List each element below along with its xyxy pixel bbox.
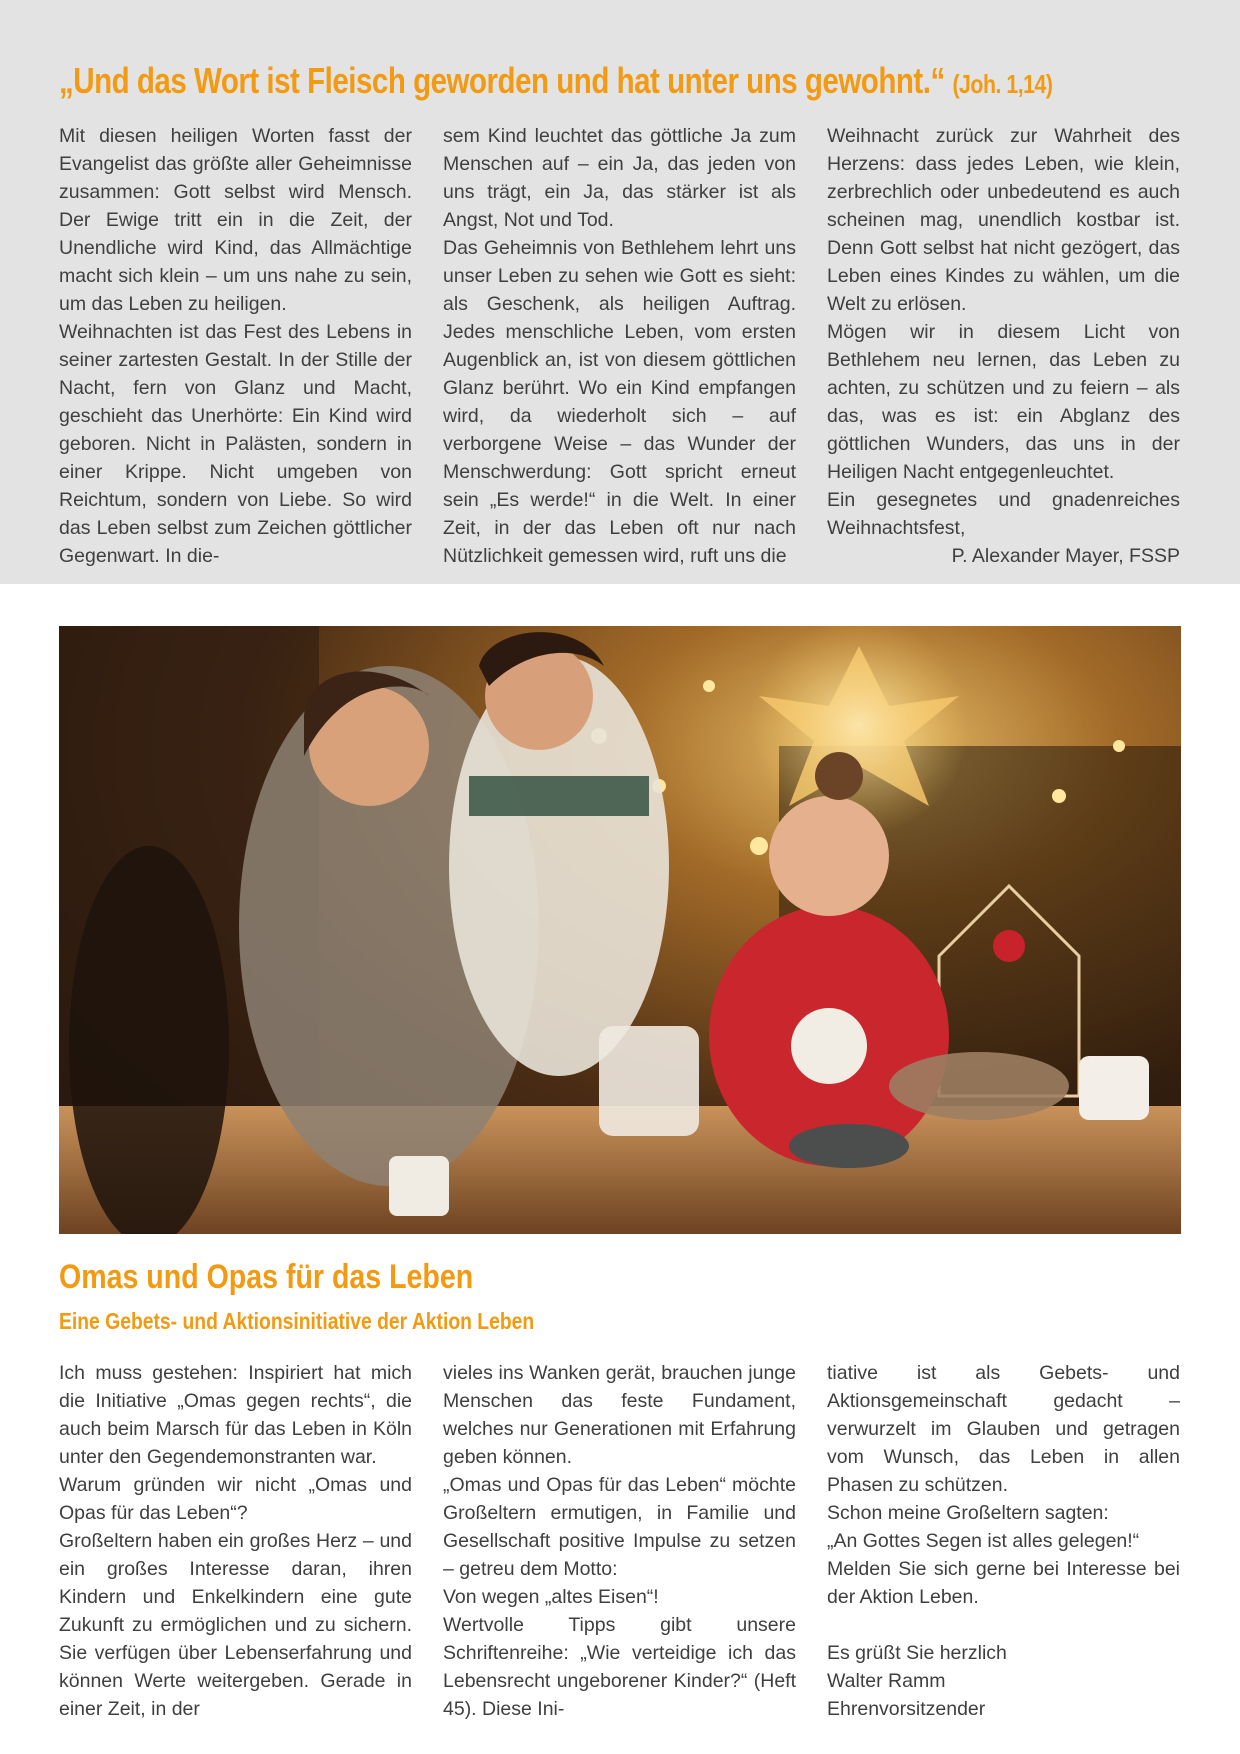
paragraph: Warum gründen wir nicht „Omas und Opas für das Leben“? bbox=[59, 1474, 412, 1524]
child-face bbox=[769, 796, 889, 916]
paragraph: Weihnachten ist das Fest des Lebens in seiner zartesten Gestalt. In der Stille der Nacht, fern von Glanz und Macht, geschieht das Unerhörte: Ein Kind wird geboren. Nicht in Palästen, sondern in einer Krippe. Nicht umgeben von Reichtum, sondern von Liebe. So wird das Leben selbst zum Zeichen göttlicher Gegenwart. In die- bbox=[59, 321, 412, 567]
mug bbox=[1079, 1056, 1149, 1120]
paragraph: Von wegen „altes Eisen“! bbox=[443, 1586, 659, 1608]
mixing-bowl bbox=[889, 1052, 1069, 1120]
paragraph: Schon meine Großeltern sagten: bbox=[827, 1502, 1109, 1524]
flour-jar bbox=[599, 1026, 699, 1136]
foreground-person bbox=[69, 846, 229, 1234]
article1-column-1 bbox=[59, 122, 412, 570]
author-signature: P. Alexander Mayer, FSSP bbox=[951, 545, 1180, 567]
headline-quote: „Und das Wort ist Fleisch geworden und hat unter uns gewohnt.“ bbox=[59, 60, 945, 101]
article2-column-1 bbox=[59, 1359, 412, 1723]
sweater-pattern bbox=[469, 776, 649, 816]
fairy-light bbox=[1052, 789, 1066, 803]
article1-column-2 bbox=[443, 122, 796, 570]
bowl bbox=[789, 1124, 909, 1168]
article1-column-3 bbox=[827, 122, 1180, 570]
paragraph: Melden Sie sich gerne bei Interesse bei der Aktion Leben. bbox=[827, 1558, 1180, 1608]
article2-column-2 bbox=[443, 1359, 796, 1723]
paragraph: sem Kind leuchtet das göttliche Ja zum Menschen auf – ein Ja, das jeden von uns trägt, ein Ja, das stärker ist als Angst, Not und Tod. bbox=[443, 125, 796, 231]
paragraph: „Omas und Opas für das Leben“ möchte Großeltern ermutigen, in Familie und Gesellschaft positive Impulse zu setzen – getreu dem Motto: bbox=[443, 1474, 796, 1580]
paragraph: vieles ins Wanken gerät, brauchen junge Menschen das feste Fundament, welches nur Generationen mit Erfahrung geben können. bbox=[443, 1362, 796, 1468]
paragraph: Ich muss gestehen: Inspiriert hat mich die Initiative „Omas gegen rechts“, die auch beim Marsch für das Leben in Köln unter den Gegendemonstranten war. bbox=[59, 1362, 412, 1468]
paragraph: Das Geheimnis von Bethlehem lehrt uns unser Leben zu sehen wie Gott es sieht: als Geschenk, als heiligen Auftrag. Jedes menschliche Leben, vom ersten Augenblick an, ist von diesem göttlichen Glanz berührt. Wo ein Kind empfangen wird, da wiederholt sich – auf verborgene Weise – das Wunder der Menschwerdung: Gott spricht erneut sein „Es werde!“ in die Welt. In einer Zeit, in der das Leben oft nur nach Nützlichkeit gemessen wird, ruft uns die bbox=[443, 237, 796, 567]
closing-name: Walter Ramm bbox=[827, 1670, 946, 1692]
article2-subtitle: Eine Gebets- und Aktionsinitiative der Aktion Leben bbox=[59, 1308, 535, 1334]
paragraph: Ein gesegnetes und gnadenreiches Weihnachtsfest, bbox=[827, 489, 1180, 539]
photo-illustration bbox=[59, 626, 1181, 1234]
fairy-light bbox=[1113, 740, 1125, 752]
polar-bear-motif bbox=[791, 1008, 867, 1084]
fairy-light bbox=[750, 837, 768, 855]
family-baking-photo bbox=[59, 626, 1181, 1234]
cup bbox=[389, 1156, 449, 1216]
closing-greeting: Es grüßt Sie herzlich bbox=[827, 1642, 1007, 1664]
paragraph: Wertvolle Tipps gibt unsere Schriftenreihe: „Wie verteidige ich das Lebensrecht ungeborener Kinder?“ (Heft 45). Diese Ini- bbox=[443, 1614, 796, 1720]
paragraph: Mit diesen heiligen Worten fasst der Evangelist das größte aller Geheimnisse zusammen: Gott selbst wird Mensch. Der Ewige tritt ein in die Zeit, der Unendliche wird Kind, das Allmächtige macht sich klein – um uns nahe zu sein, um das Leben zu heiligen. bbox=[59, 125, 412, 315]
spacer bbox=[827, 1611, 1180, 1639]
paragraph: Weihnacht zurück zur Wahrheit des Herzens: dass jedes Leben, wie klein, zerbrechlich oder unbedeutend es auch scheinen mag, unendlich kostbar ist. Denn Gott selbst hat nicht gezögert, das Leben eines Kindes zu wählen, um die Welt zu erlösen. bbox=[827, 125, 1180, 315]
child-hair-bun bbox=[815, 752, 863, 800]
headline bbox=[59, 56, 1053, 109]
paragraph: Großeltern haben ein großes Herz – und ein großes Interesse daran, ihren Kindern und Enkelkindern eine gute Zukunft zu ermöglichen und zu sichern. Sie verfügen über Lebenserfahrung und können Werte weitergeben. Gerade in einer Zeit, in der bbox=[59, 1530, 412, 1720]
headline-reference: (Joh. 1,14) bbox=[952, 69, 1053, 99]
fairy-light bbox=[703, 680, 715, 692]
paragraph: Mögen wir in diesem Licht von Bethlehem neu lernen, das Leben zu achten, zu schützen und zu feiern – als das, was es ist: ein Abglanz des göttlichen Wunders, das uns in der Heiligen Nacht entgegenleuchtet. bbox=[827, 321, 1180, 483]
paragraph: tiative ist als Gebets- und Aktionsgemeinschaft gedacht – verwurzelt im Glauben und getragen vom Wunsch, das Leben in allen Phasen zu schützen. bbox=[827, 1362, 1180, 1496]
heart-ornament bbox=[993, 930, 1025, 962]
paragraph: „An Gottes Segen ist alles gelegen!“ bbox=[827, 1530, 1140, 1552]
closing-role: Ehrenvorsitzender bbox=[827, 1698, 986, 1720]
article2-title: Omas und Opas für das Leben bbox=[59, 1258, 474, 1296]
article2-column-3 bbox=[827, 1359, 1180, 1723]
